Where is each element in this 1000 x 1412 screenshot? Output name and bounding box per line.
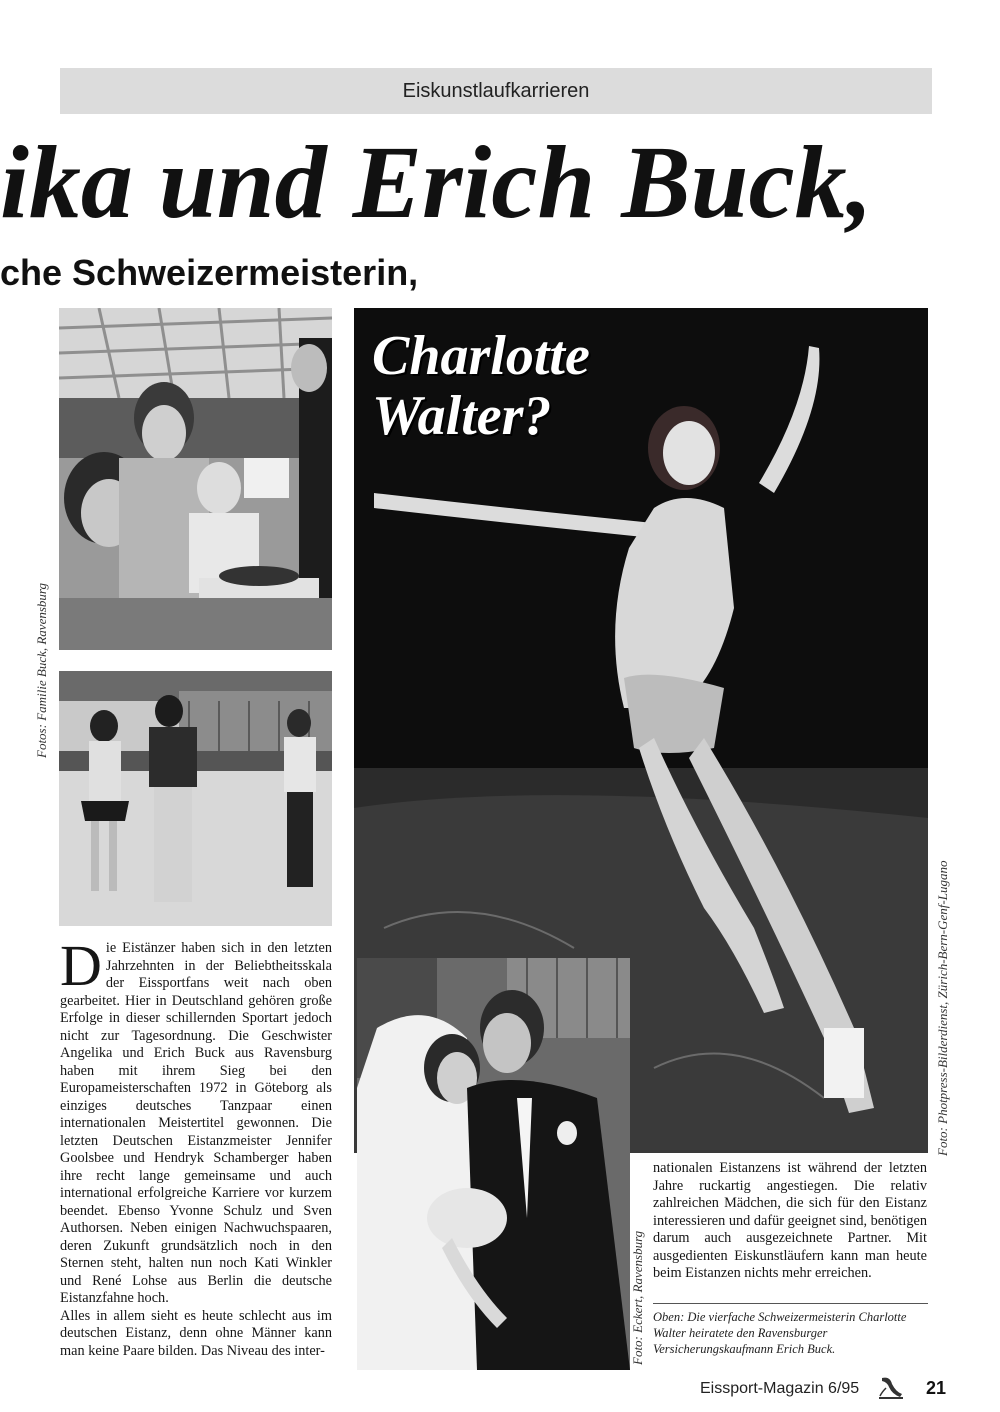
headline: ika und Erich Buck, <box>0 125 873 240</box>
photo-group-record-player <box>59 308 332 650</box>
article-paragraph-1 <box>60 940 332 1308</box>
article-paragraph-3: nationalen Eistanzens ist während der letzten Jahre ruckartig angestiegen. Die relativ zahlreichen Mädchen, die sich für den Eistanz interessieren und dafür geeignet sind, benötigen darum auch ausgezeichnete Partner. Mit ausgedienten Eiskunstläufern kann man heute beim Eistanzen nichts mehr erreichen. <box>653 1160 927 1281</box>
article-column-right <box>653 1160 927 1290</box>
article-paragraph-2: Alles in allem sieht es heute schlecht aus im deutschen Eistanz, denn ohne Männer kann man keine Paare bilden. Das Niveau des inter- <box>60 1307 332 1359</box>
section-topic-bar <box>60 68 932 114</box>
photo-credit-photopress: Foto: Photpress-Bilderdienst, Zürich-Bern-Genf-Lugano <box>935 860 950 1156</box>
section-topic: Eiskunstlaufkarrieren <box>402 79 590 102</box>
article-column-left <box>60 940 332 1370</box>
caption-divider <box>653 1303 928 1304</box>
photo-caption: Oben: Die vierfache Schweizermeisterin Charlotte Walter heiratete den Ravensburger Versicherungskaufmann Erich Buck. <box>653 1310 907 1356</box>
photo-skaters-rink <box>59 671 332 926</box>
skater-logo-icon <box>876 1374 906 1402</box>
drop-cap: D <box>60 940 102 998</box>
footer-magazine-title: Eissport-Magazin 6/95 <box>700 1380 860 1397</box>
page-number: 21 <box>926 1378 947 1398</box>
photo-title-overlay: Charlotte Walter? <box>372 325 590 447</box>
subheadline: che Schweizermeisterin, <box>0 252 419 293</box>
photo-wedding <box>357 958 630 1370</box>
article-paragraph-1-text: ie Eistänzer haben sich in den letzten Jahrzehnten in der Beliebtheitsskala der Eissportfans weit nach oben gearbeitet. Hier in Deutschland gehören große Erfolge in dieser schillernden Sportart jedoch nicht zur Tagesordnung. Die Geschwister Angelika und Erich Buck aus Ravensburg haben mit ihrem Sieg bei den Europameisterschaften 1972 in Göteborg als einziges deutsches Tanzpaar einen internationalen Meistertitel gewonnen. Die letzten Deutschen Eistanzmeister Jennifer Goolsbee und Hendryk Schamberger haben ihre recht lange gemeinsame und auch international erfolgreiche Karriere vor kurzem beendet. Ebenso Yvonne Schulz und Sven Authorsen. Neben einigen Nachwuchspaaren, deren Zukunft grundsätzlich noch in den Sternen steht, halten nun noch Kati Winkler und René Lohse aus Berlin die deutsche Eistanzfahne hoch. <box>60 940 332 1306</box>
photo-credit-family: Fotos: Familie Buck, Ravensburg <box>34 583 49 758</box>
photo-credit-eckert: Foto: Eckert, Ravensburg <box>630 1230 645 1365</box>
